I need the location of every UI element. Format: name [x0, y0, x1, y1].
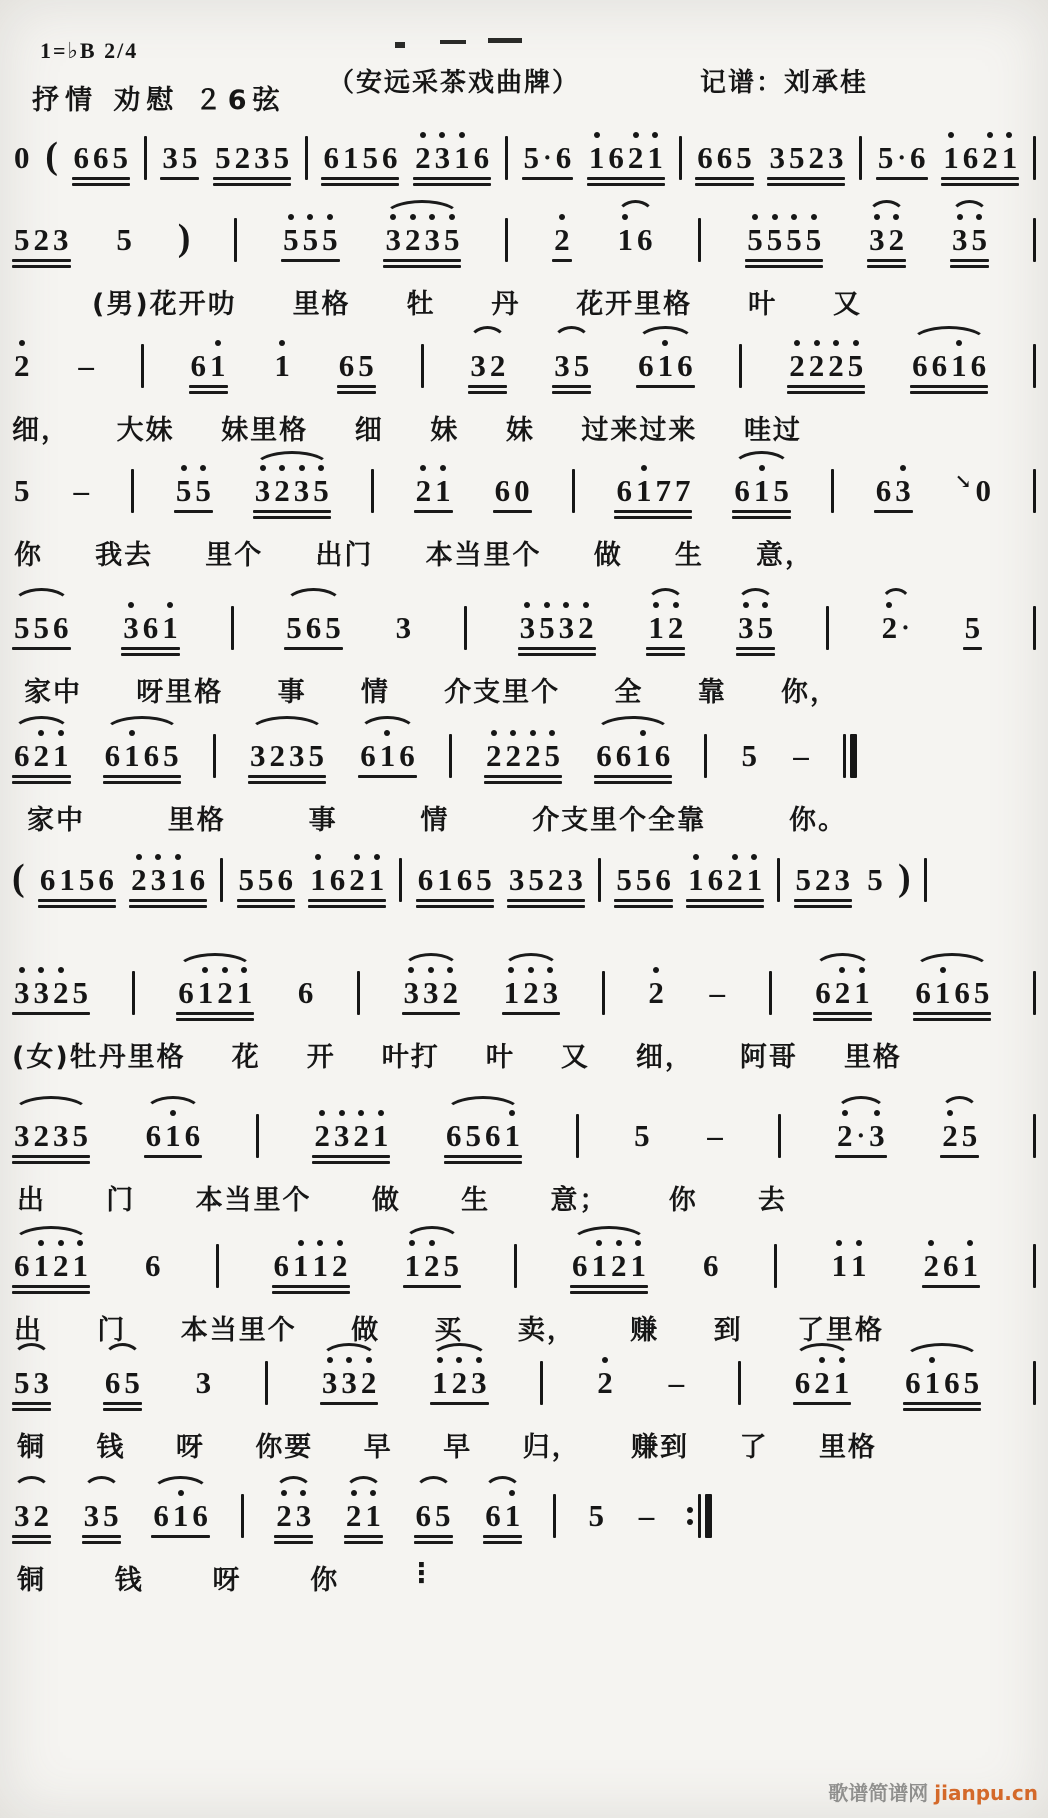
barline [859, 136, 862, 180]
note-group: 6 5 [414, 1490, 453, 1544]
note-group: 5 · 6 [876, 132, 928, 180]
lyric-segment: (女)牡丹里格 [12, 1042, 186, 1073]
lyric-segment: 做 [371, 1185, 401, 1216]
lyric-segment: 钱 [96, 1432, 126, 1463]
note-group: – [793, 738, 809, 773]
note-group: 3 2 3 5 [253, 465, 331, 519]
lyric-segment: 大妹 [116, 415, 175, 446]
lyric-segment: 生 [674, 540, 704, 571]
barline [831, 469, 834, 513]
barline [1033, 1114, 1036, 1158]
lyric-segment: 本当里个 [180, 1315, 297, 1346]
lyric-line [27, 798, 847, 837]
note-group: 5 5 5 [281, 214, 340, 262]
score-line-9 [12, 1110, 1036, 1217]
note-group: 6 2 1 [813, 967, 872, 1021]
score-line-4 [12, 465, 1036, 572]
lyric-segment: 里格 [818, 1432, 877, 1463]
lyric-segment: 花 [231, 1042, 261, 1073]
note-group: 3 6 1 [121, 602, 180, 656]
note-group: 3 5 [736, 602, 775, 656]
barline [132, 971, 135, 1015]
note-group: 6 1 2 1 [176, 967, 254, 1021]
barline [602, 971, 605, 1015]
barline [505, 136, 508, 180]
note-group: 6 6 1 6 [594, 730, 672, 784]
note-group: 2 · [880, 602, 912, 644]
note-group: 6 5 [337, 340, 376, 394]
barline [231, 606, 234, 650]
note-group: 2 1 [414, 465, 453, 513]
note-group: 6 1 2 1 [12, 1240, 90, 1294]
lyric-segment: 家中 [24, 677, 82, 708]
lyric-segment: 又 [832, 289, 862, 320]
note-group: 1 1 [830, 1240, 869, 1282]
music-line [12, 967, 1036, 1021]
barline [216, 1244, 219, 1288]
note-group: – [707, 1118, 723, 1153]
note-group: 3 2 [867, 214, 906, 268]
note-group: ↘ 0 [954, 471, 991, 508]
lyric-segment: 卖， [517, 1315, 576, 1346]
music-line [12, 730, 857, 784]
key-signature: 1=♭B 2/4 [40, 38, 139, 63]
note-group: 5 [634, 1118, 650, 1153]
note-group: 2 6 1 [922, 1240, 981, 1288]
barline [131, 469, 134, 513]
lyric-segment: 叶 [748, 289, 778, 320]
note-group: 6 [145, 1248, 161, 1283]
lyric-segment: 事 [277, 677, 307, 708]
note-group: 6 0 [493, 465, 532, 513]
watermark [828, 1777, 1038, 1806]
music-line [12, 854, 927, 908]
note-group: 6 1 5 6 [38, 854, 116, 908]
lyric-segment: 牡 [406, 289, 436, 320]
barline [371, 469, 374, 513]
barline [234, 218, 237, 262]
note-group: 3 5 3 2 [518, 602, 596, 656]
watermark-site-name: 歌谱简谱网 [828, 1781, 929, 1805]
lyric-segment: 做 [351, 1315, 381, 1346]
barline [778, 1114, 781, 1158]
note-group: 3 5 2 3 [507, 854, 585, 908]
barline [739, 344, 742, 388]
score-line-8 [12, 967, 1036, 1074]
lyric-segment: ⋮ [408, 1558, 437, 1589]
music-line [12, 132, 1036, 186]
score-line-7 [12, 854, 927, 908]
lyric-segment: 靠 [697, 677, 727, 708]
note-group: 3 3 2 [402, 967, 461, 1015]
score-line-6 [12, 730, 857, 837]
note-group: 5 3 [12, 1357, 51, 1411]
lyric-segment: 里格 [167, 805, 226, 836]
barline [1033, 1244, 1036, 1288]
note-group: 6 1 6 5 [903, 1357, 981, 1411]
barline [553, 1494, 556, 1538]
lyric-segment: 里格 [292, 289, 351, 320]
note-group: 5 [588, 1498, 605, 1533]
lyric-line [12, 1035, 902, 1074]
lyric-segment: 赚到 [631, 1432, 690, 1463]
lyric-line [17, 1178, 787, 1217]
lyric-line [14, 1308, 884, 1347]
barline [1033, 136, 1036, 180]
note-group: – [73, 473, 89, 508]
note-group: 5 · 6 [522, 132, 574, 180]
lyric-segment: 生 [461, 1185, 491, 1216]
open-paren: ( [45, 135, 58, 177]
lyric-segment: 意， [755, 540, 814, 571]
lyric-segment: 全 [614, 677, 644, 708]
barline [924, 858, 927, 902]
note-group: 2 3 1 6 [413, 132, 491, 186]
barline [576, 1114, 579, 1158]
note-group: 6 6 5 [72, 132, 131, 186]
note-group: – [78, 348, 94, 383]
close-paren: ) [177, 217, 191, 259]
note-group: 1 2 [646, 602, 685, 656]
lyric-segment: 开 [306, 1042, 336, 1073]
lyric-segment: 呀 [212, 1565, 242, 1596]
note-group: 1 [272, 340, 292, 382]
barline [572, 469, 575, 513]
tune-source: （安远采茶戏曲牌） [328, 68, 581, 98]
note-group: 2 [646, 967, 666, 1009]
lyric-segment: 钱 [114, 1565, 144, 1596]
score-line-11 [12, 1357, 1036, 1464]
lyric-segment: 妹里格 [221, 415, 309, 446]
note-group: 6 1 2 1 [570, 1240, 648, 1294]
lyric-segment: 本当里个 [195, 1185, 312, 1216]
close-paren: ) [897, 857, 911, 899]
barline [514, 1244, 517, 1288]
note-group: 1 6 2 1 [587, 132, 665, 186]
repeat-end-barline [687, 1494, 712, 1538]
note-group: 0 [14, 140, 30, 175]
note-group: 3 2 [468, 340, 507, 394]
lyric-segment: 赚 [630, 1315, 660, 1346]
transcriber: 记谱：刘承桂 [700, 68, 869, 98]
note-group: 6 1 5 6 [321, 132, 399, 186]
lyric-line [17, 1558, 437, 1597]
lyric-line [14, 533, 814, 572]
note-group: 1 2 3 [430, 1357, 489, 1405]
lyric-line [12, 408, 802, 447]
lyric-segment: 买 [434, 1315, 464, 1346]
lyric-segment: 你， [780, 677, 839, 708]
note-group: 6 1 7 7 [614, 465, 692, 519]
barline [1033, 218, 1036, 262]
barline [1033, 1361, 1036, 1405]
music-line [12, 1490, 712, 1544]
note-group: 3 5 [950, 214, 989, 268]
note-group: 6 1 6 [144, 1110, 203, 1158]
lyric-segment: 你 [668, 1185, 698, 1216]
barline [826, 606, 829, 650]
note-group: 2 · 3 [835, 1110, 887, 1158]
lyric-segment: 我去 [95, 540, 154, 571]
music-line [12, 1240, 1036, 1294]
note-group: 5 [741, 738, 758, 773]
note-group: 2 [552, 214, 572, 262]
note-group: 6 1 6 5 [913, 967, 991, 1021]
lyric-segment: 早 [443, 1432, 473, 1463]
note-group: 5 6 5 [284, 602, 343, 650]
note-group: 5 2 3 [794, 854, 853, 908]
note-group: 6 1 6 5 [103, 730, 181, 784]
music-line [12, 340, 1036, 394]
barline [141, 344, 144, 388]
lyric-segment: 早 [363, 1432, 393, 1463]
lyric-segment: 铜 [17, 1565, 46, 1596]
lyric-line [24, 670, 839, 709]
music-line [12, 214, 1036, 268]
note-group: 6 1 6 5 [416, 854, 494, 908]
note-group: 6 1 6 [151, 1490, 210, 1538]
note-group: 6 2 1 [12, 730, 71, 784]
lyric-segment: 你。 [788, 805, 847, 836]
note-group: 3 [395, 610, 412, 645]
note-group: 3 2 [12, 1490, 51, 1544]
note-group: 5 [867, 862, 883, 897]
note-group: 5 [116, 222, 132, 257]
lyric-segment: 细， [12, 415, 70, 446]
note-group: 5 5 6 [12, 602, 71, 650]
music-line [12, 1110, 1036, 1164]
note-group: 6 3 [874, 465, 913, 513]
note-group: 2 5 [940, 1110, 979, 1158]
barline [1033, 469, 1036, 513]
note-group: 3 5 2 3 [767, 132, 845, 186]
note-group: 6 1 [483, 1490, 522, 1544]
lyric-segment: 门 [97, 1315, 127, 1346]
lyric-segment: 本当里个 [425, 540, 542, 571]
note-group: 5 5 [174, 465, 213, 513]
note-group: 3 5 [82, 1490, 121, 1544]
barline [679, 136, 682, 180]
note-group: 6 5 6 1 [444, 1110, 522, 1164]
note-group: 6 1 1 2 [272, 1240, 350, 1294]
lyric-segment: 情 [420, 805, 450, 836]
lyric-segment: 细， [635, 1042, 694, 1073]
score-line-3 [12, 340, 1036, 447]
lyric-segment: 细 [354, 415, 384, 446]
lyric-segment: 丹 [491, 289, 521, 320]
note-group: 6 1 6 [358, 730, 417, 778]
barline [769, 971, 772, 1015]
barline [220, 858, 223, 902]
barline [265, 1361, 268, 1405]
lyric-segment: 花开里格 [576, 289, 693, 320]
lyric-segment: 事 [308, 805, 338, 836]
lyric-segment: 呀里格 [136, 677, 224, 708]
music-line [12, 465, 1036, 519]
lyric-segment: 妹 [430, 415, 460, 446]
barline [241, 1494, 244, 1538]
lyric-segment: 介支里个全靠 [532, 805, 707, 836]
note-group: 3 2 3 5 [12, 1110, 90, 1164]
note-group: 5 5 5 5 [745, 214, 823, 268]
style-labels: 抒情 劝慰 ２6弦 [32, 85, 286, 116]
note-group: 5 5 6 [237, 854, 296, 908]
note-group: 6 2 1 [793, 1357, 852, 1405]
lyric-segment: 呀 [175, 1432, 205, 1463]
note-group: 5 2 3 5 [213, 132, 291, 186]
barline [704, 734, 707, 778]
note-group: 2 3 [274, 1490, 313, 1544]
barline [144, 136, 147, 180]
lyric-segment: 你 [14, 540, 43, 571]
note-group: – [668, 1365, 685, 1400]
final-barline [843, 734, 857, 778]
note-group: 3 5 [552, 340, 591, 394]
note-group: 2 [595, 1357, 615, 1399]
lyric-segment: 到 [713, 1315, 743, 1346]
barline [774, 1244, 777, 1288]
note-group: 5 2 3 [12, 214, 71, 268]
lyric-segment: 意； [550, 1185, 609, 1216]
lyric-segment: 又 [560, 1042, 590, 1073]
note-group: 1 2 3 [502, 967, 561, 1015]
lyric-segment: 出 [14, 1315, 43, 1346]
lyric-segment: 了里格 [797, 1315, 884, 1346]
note-group: 2 2 2 5 [484, 730, 562, 784]
note-group: 3 3 2 [320, 1357, 379, 1405]
note-group: 1 6 2 1 [941, 132, 1019, 186]
note-group: 6 1 [189, 340, 228, 394]
lyric-segment: 介支里个 [444, 677, 561, 708]
lyric-line [92, 282, 862, 321]
lyric-segment: 铜 [17, 1432, 46, 1463]
barline [1033, 606, 1036, 650]
note-group: – [638, 1498, 655, 1533]
note-group: 3 5 [160, 132, 199, 180]
note-group: 2 [12, 340, 32, 382]
barline [505, 218, 508, 262]
lyric-segment: 出 [17, 1185, 46, 1216]
note-group: 1 6 [616, 214, 655, 256]
barline [464, 606, 467, 650]
lyric-segment: 做 [593, 540, 623, 571]
note-group: 3 [195, 1365, 212, 1400]
note-group: 6 6 5 [695, 132, 754, 186]
score-line-5 [12, 602, 1036, 709]
note-group: 5 5 6 [614, 854, 673, 908]
barline [399, 858, 402, 902]
barline [598, 858, 601, 902]
note-group: 5 [14, 473, 30, 508]
lyric-segment: 家中 [27, 805, 85, 836]
note-group: 2 3 1 6 [129, 854, 207, 908]
barline [421, 344, 424, 388]
note-group: 2 3 2 1 [312, 1110, 390, 1164]
note-group: 2 1 [344, 1490, 383, 1544]
note-group: 3 2 3 5 [248, 730, 326, 784]
lyric-segment: 里格 [843, 1042, 902, 1073]
lyric-segment: 里个 [205, 540, 264, 571]
barline [305, 136, 308, 180]
lyric-segment: 哇过 [743, 415, 802, 446]
note-group: 6 [703, 1248, 719, 1283]
note-group: – [709, 975, 725, 1010]
barline [1033, 971, 1036, 1015]
score-line-1 [12, 132, 1036, 186]
barline [540, 1361, 543, 1405]
watermark-site-url: jianpu.cn [934, 1781, 1038, 1805]
lyric-segment: 情 [360, 677, 390, 708]
note-group: 1 6 2 1 [686, 854, 764, 908]
open-paren: ( [12, 857, 25, 899]
note-group: 6 5 [103, 1357, 142, 1411]
lyric-segment: 你 [310, 1565, 340, 1596]
note-group: 3 2 3 5 [383, 214, 461, 268]
lyric-segment: 过来过来 [581, 415, 698, 446]
barline [777, 858, 780, 902]
note-group: 1 6 2 1 [308, 854, 386, 908]
lyric-segment: 叶 [485, 1042, 515, 1073]
lyric-segment: 你要 [255, 1432, 314, 1463]
note-group: 6 6 1 6 [910, 340, 988, 394]
lyric-segment: 了 [739, 1432, 769, 1463]
music-line [12, 602, 1036, 656]
barline [698, 218, 701, 262]
barline [357, 971, 360, 1015]
score-line-10 [12, 1240, 1036, 1347]
note-group: 2 2 2 5 [787, 340, 865, 394]
note-group: 6 [297, 975, 314, 1010]
lyric-segment: 出门 [315, 540, 374, 571]
score-line-2 [12, 214, 1036, 321]
note-group: 6 1 5 [732, 465, 791, 519]
barline [213, 734, 216, 778]
score-line-12 [12, 1490, 712, 1597]
barline [738, 1361, 741, 1405]
lyric-segment: 妹 [505, 415, 535, 446]
lyric-segment: 去 [757, 1185, 787, 1216]
note-group: 3 3 2 5 [12, 967, 90, 1015]
note-group: 1 2 5 [403, 1240, 462, 1288]
lyric-segment: (男)花开叻 [92, 289, 237, 320]
lyric-segment: 阿哥 [739, 1042, 798, 1073]
barline [449, 734, 452, 778]
music-line [12, 1357, 1036, 1411]
lyric-segment: 叶打 [381, 1042, 440, 1073]
lyric-segment: 门 [106, 1185, 136, 1216]
barline [256, 1114, 259, 1158]
note-group: 6 1 6 [636, 340, 695, 388]
note-group: 5 [963, 602, 983, 650]
lyric-segment: 归， [522, 1432, 581, 1463]
lyric-line [17, 1425, 877, 1464]
barline [1033, 344, 1036, 388]
